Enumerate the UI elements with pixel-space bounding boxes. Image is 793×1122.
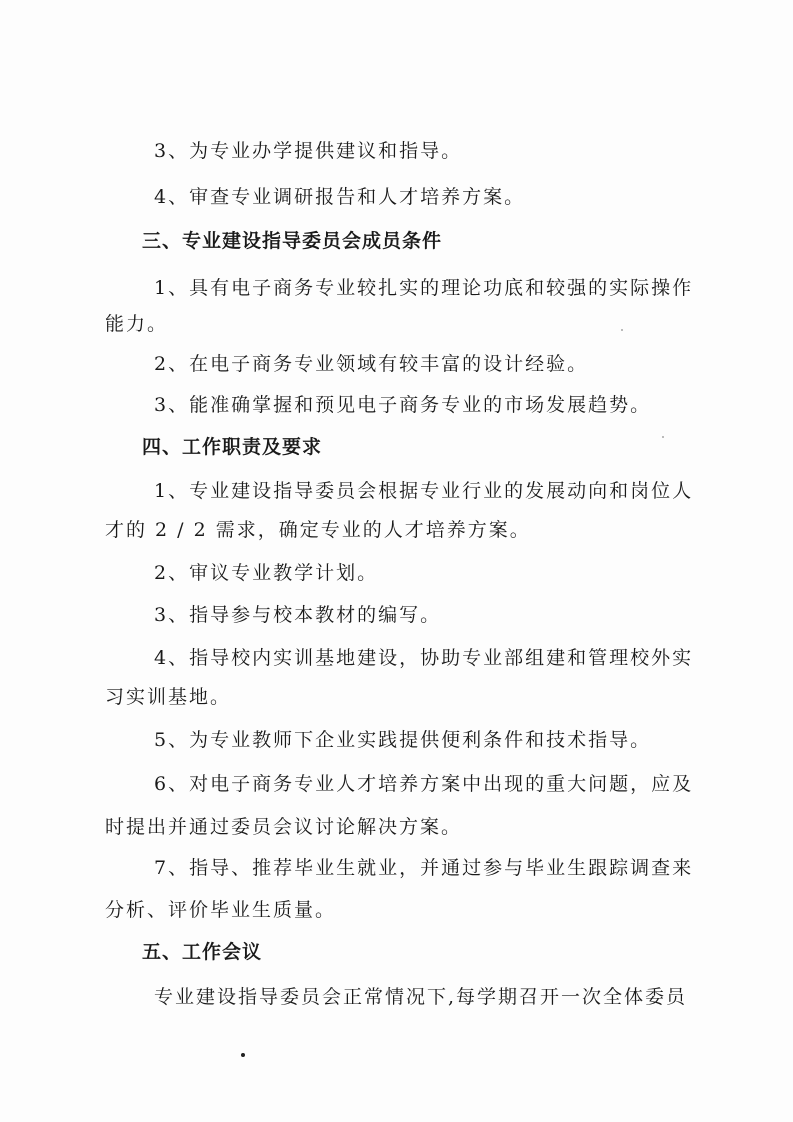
- list-item: 2、在电子商务专业领域有较丰富的设计经验。: [154, 353, 589, 375]
- list-item-continuation: 习实训基地。: [105, 686, 232, 708]
- list-item-continuation: 才的 2 / 2 需求，确定专业的人才培养方案。: [105, 519, 531, 541]
- section-heading-5: 五、工作会议: [142, 941, 263, 963]
- section-heading-4: 四、工作职责及要求: [142, 436, 323, 458]
- list-item-continuation: 能力。: [105, 313, 169, 335]
- list-item: 6、对电子商务专业人才培养方案中出现的重大问题，应及: [154, 773, 694, 795]
- list-item: 1、具有电子商务专业较扎实的理论功底和较强的实际操作: [154, 277, 694, 299]
- list-item: 3、能准确掌握和预见电子商务专业的市场发展趋势。: [154, 394, 652, 416]
- list-item: 4、审查专业调研报告和人才培养方案。: [154, 186, 526, 208]
- list-item: 5、为专业教师下企业实践提供便利条件和技术指导。: [154, 729, 652, 751]
- list-item: 2、审议专业教学计划。: [154, 562, 379, 584]
- paragraph-line: 专业建设指导委员会正常情况下,每学期召开一次全体委员: [154, 986, 688, 1008]
- list-item: 7、指导、推荐毕业生就业，并通过参与毕业生跟踪调查来: [154, 857, 694, 879]
- list-item: 1、专业建设指导委员会根据专业行业的发展动向和岗位人: [154, 480, 694, 502]
- list-item: 3、指导参与校本教材的编写。: [154, 604, 442, 626]
- scan-speck: [621, 329, 623, 331]
- list-item-continuation: 分析、评价毕业生质量。: [105, 899, 337, 921]
- scan-mark: [241, 1053, 245, 1057]
- list-item: 4、指导校内实训基地建设，协助专业部组建和管理校外实: [154, 647, 694, 669]
- scan-speck: [662, 436, 664, 438]
- list-item-continuation: 时提出并通过委员会议讨论解决方案。: [105, 816, 463, 838]
- section-heading-3: 三、专业建设指导委员会成员条件: [142, 230, 443, 252]
- list-item: 3、为专业办学提供建议和指导。: [154, 140, 463, 162]
